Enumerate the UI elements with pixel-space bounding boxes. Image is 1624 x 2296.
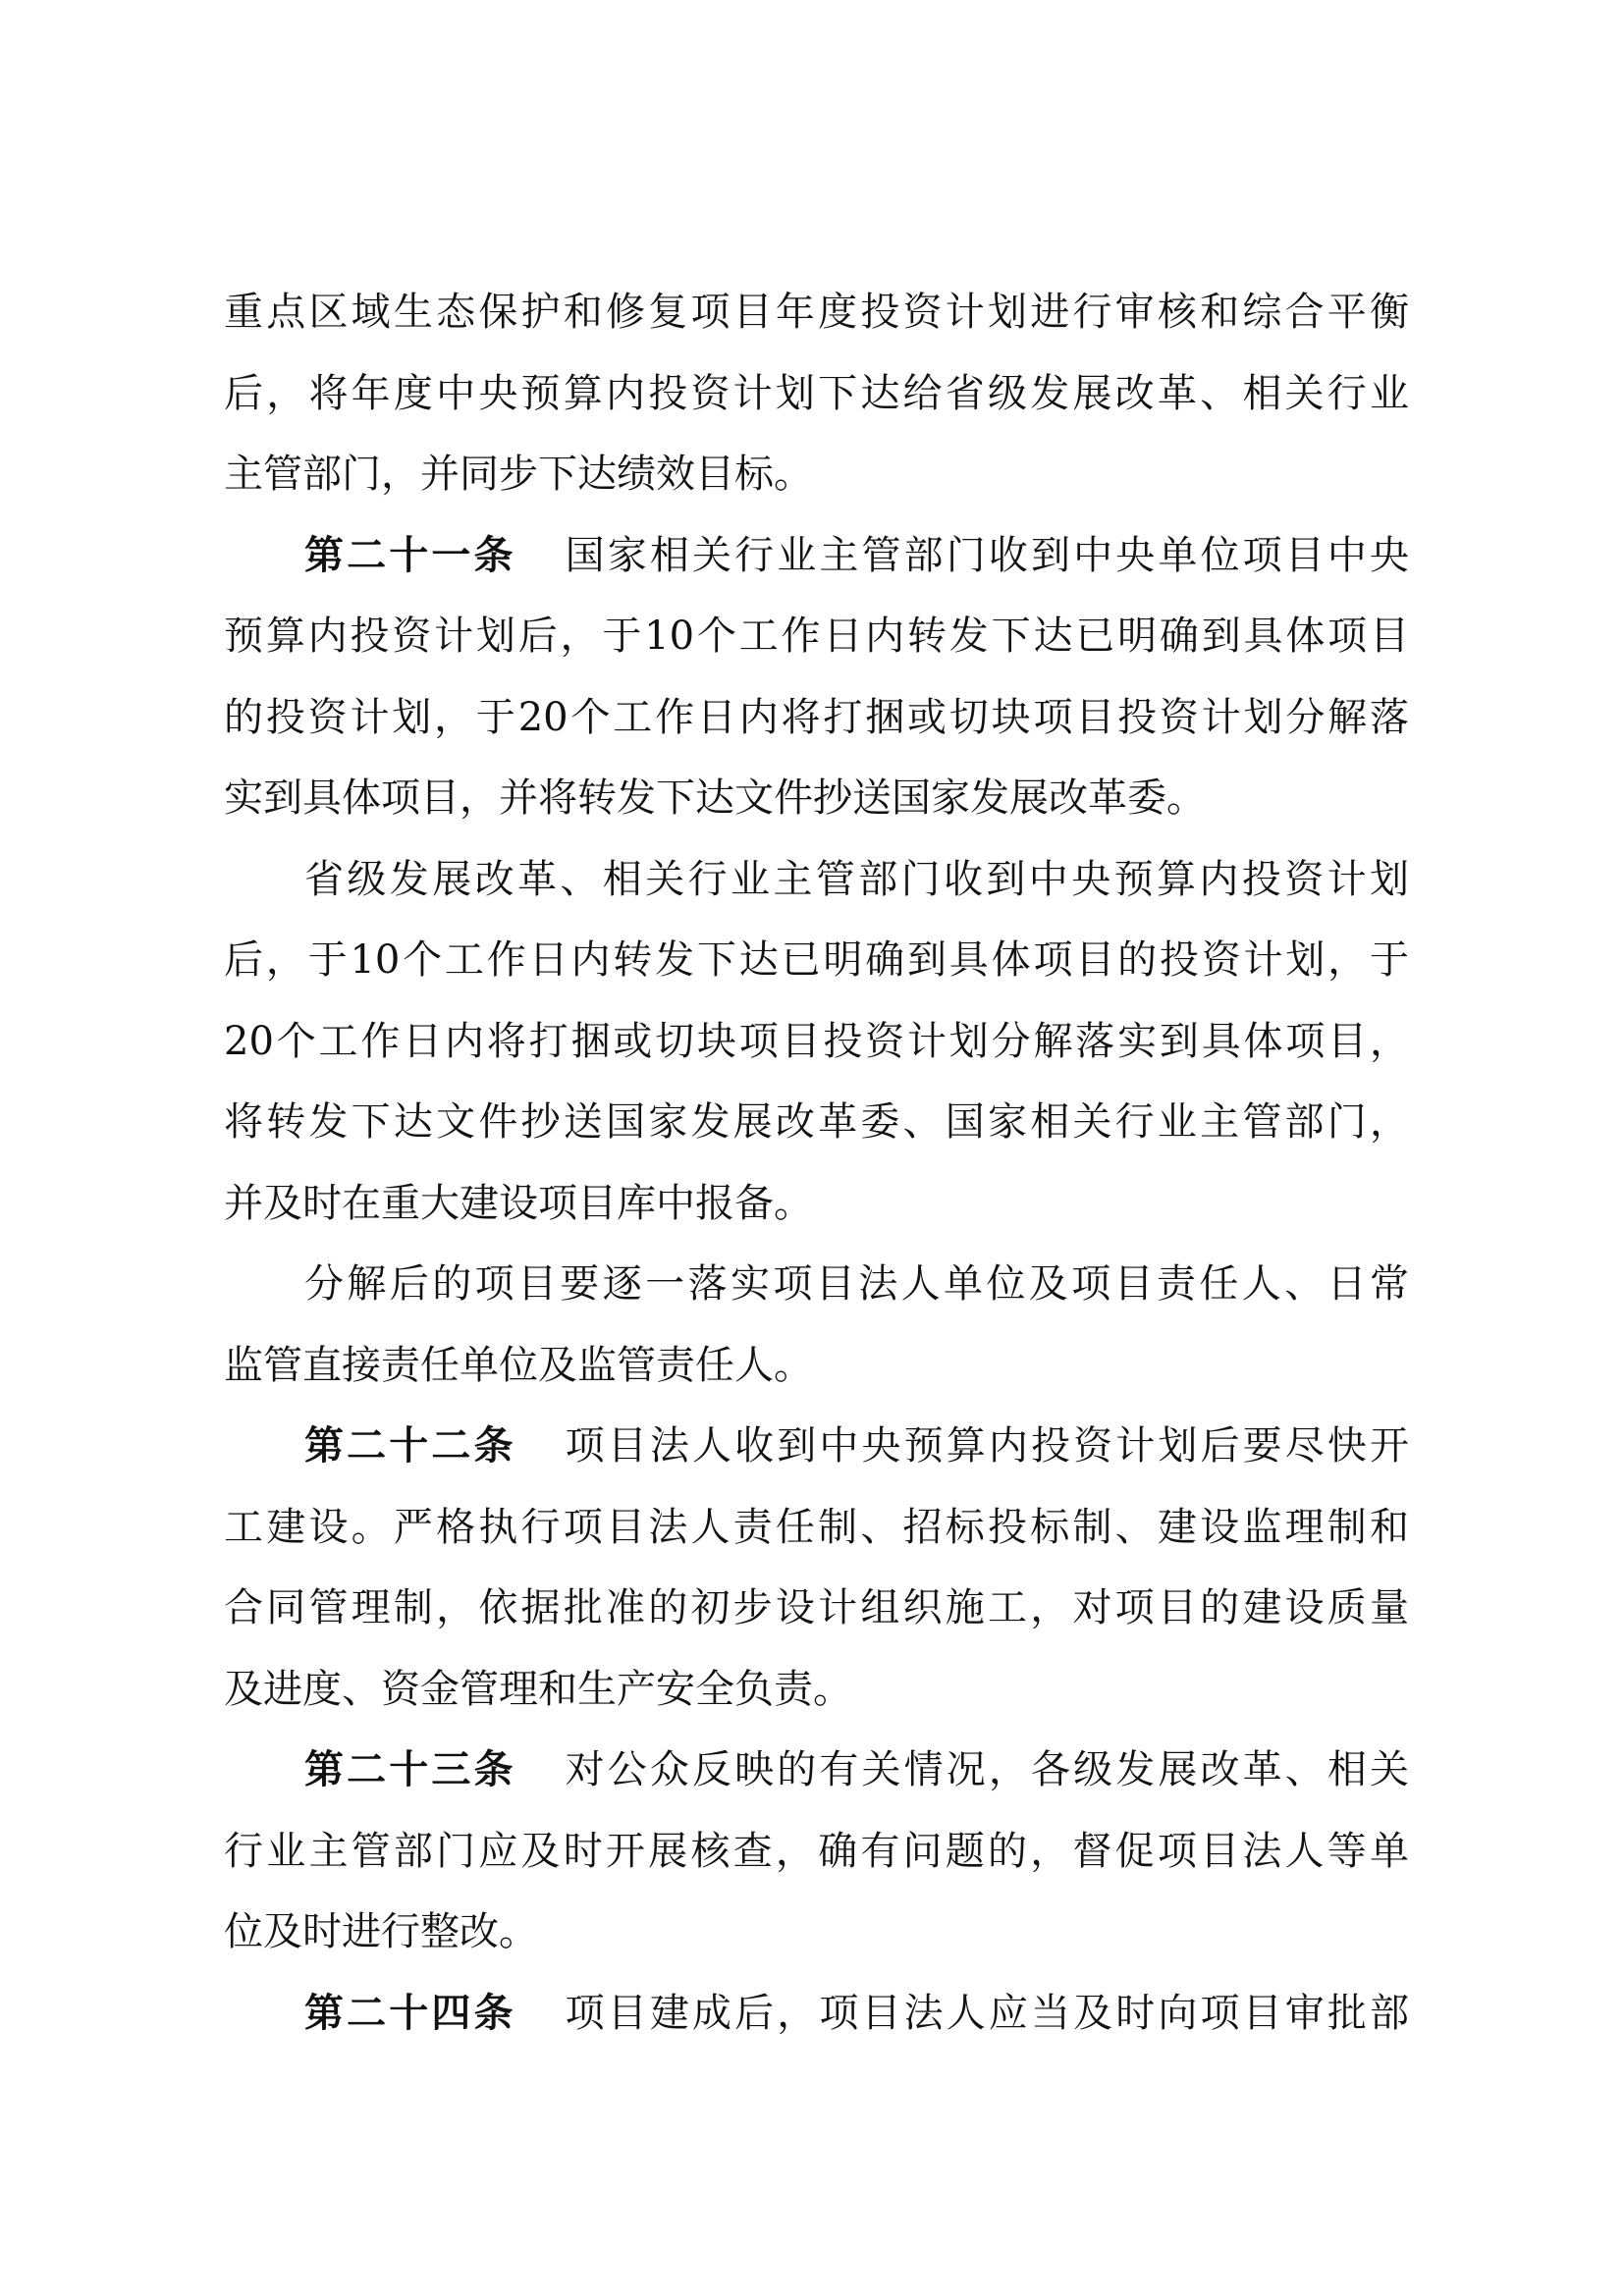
paragraph-line	[224, 1174, 1409, 1233]
line-text: 后，于10个工作日内转发下达已明确到具体项目的投资计划，于	[224, 937, 1409, 983]
paragraph-line	[224, 445, 1409, 504]
paragraph-line	[304, 1740, 1409, 1799]
line-text: 分解后的项目要逐一落实项目法人单位及项目责任人、日常	[304, 1261, 1409, 1307]
line-text: 20个工作日内将打捆或切块项目投资计划分解落实到具体项目，	[224, 1018, 1409, 1064]
line-text: 预算内投资计划后，于10个工作日内转发下达已明确到具体项目	[224, 614, 1409, 659]
line-text: 的投资计划，于20个工作日内将打捆或切块项目投资计划分解落	[224, 694, 1409, 740]
line-text: 并及时在重大建设项目库中报备。	[224, 1180, 813, 1226]
paragraph-line	[224, 1902, 1409, 1961]
line-text: 将转发下达文件抄送国家发展改革委、国家相关行业主管部门，	[224, 1099, 1409, 1145]
line-text: 工建设。严格执行项目法人责任制、招标投标制、建设监理制和	[224, 1504, 1409, 1550]
line-text: 项目建成后，项目法人应当及时向项目审批部	[565, 1990, 1409, 2036]
article-heading: 第二十三条	[304, 1747, 516, 1792]
paragraph-line	[304, 1984, 1409, 2043]
line-text: 及进度、资金管理和生产安全负责。	[224, 1666, 852, 1712]
paragraph-line	[224, 283, 1409, 342]
paragraph-line	[224, 1660, 1409, 1719]
line-text: 位及时进行整改。	[224, 1909, 538, 1954]
line-text: 合同管理制，依据批准的初步设计组织施工，对项目的建设质量	[224, 1585, 1409, 1630]
article-heading: 第二十二条	[304, 1423, 516, 1468]
line-text: 后，将年度中央预算内投资计划下达给省级发展改革、相关行业	[224, 370, 1409, 416]
paragraph-line	[304, 1416, 1409, 1475]
line-text: 省级发展改革、相关行业主管部门收到中央预算内投资计划	[304, 856, 1409, 902]
line-text: 监管直接责任单位及监管责任人。	[224, 1342, 813, 1388]
paragraph-line	[304, 1255, 1409, 1313]
paragraph-line	[224, 688, 1409, 747]
paragraph-line	[224, 1012, 1409, 1071]
paragraph-line	[224, 1578, 1409, 1637]
line-text: 实到具体项目，并将转发下达文件抄送国家发展改革委。	[224, 775, 1206, 821]
paragraph-line	[224, 1336, 1409, 1395]
paragraph-line	[224, 769, 1409, 828]
line-text: 对公众反映的有关情况，各级发展改革、相关	[565, 1747, 1409, 1792]
paragraph-line	[224, 1498, 1409, 1557]
line-text: 主管部门，并同步下达绩效目标。	[224, 452, 813, 497]
line-text: 国家相关行业主管部门收到中央单位项目中央	[565, 532, 1409, 578]
article-heading: 第二十一条	[304, 532, 516, 578]
paragraph-line	[304, 526, 1409, 585]
paragraph-line	[304, 850, 1409, 909]
paragraph-line	[224, 931, 1409, 989]
line-text: 重点区域生态保护和修复项目年度投资计划进行审核和综合平衡	[224, 290, 1409, 335]
line-text: 项目法人收到中央预算内投资计划后要尽快开	[565, 1423, 1409, 1468]
paragraph-line	[224, 1093, 1409, 1151]
paragraph-line	[224, 607, 1409, 666]
line-text: 行业主管部门应及时开展核查，确有问题的，督促项目法人等单	[224, 1828, 1409, 1874]
paragraph-line	[224, 364, 1409, 423]
article-heading: 第二十四条	[304, 1990, 516, 2036]
paragraph-line	[224, 1822, 1409, 1881]
